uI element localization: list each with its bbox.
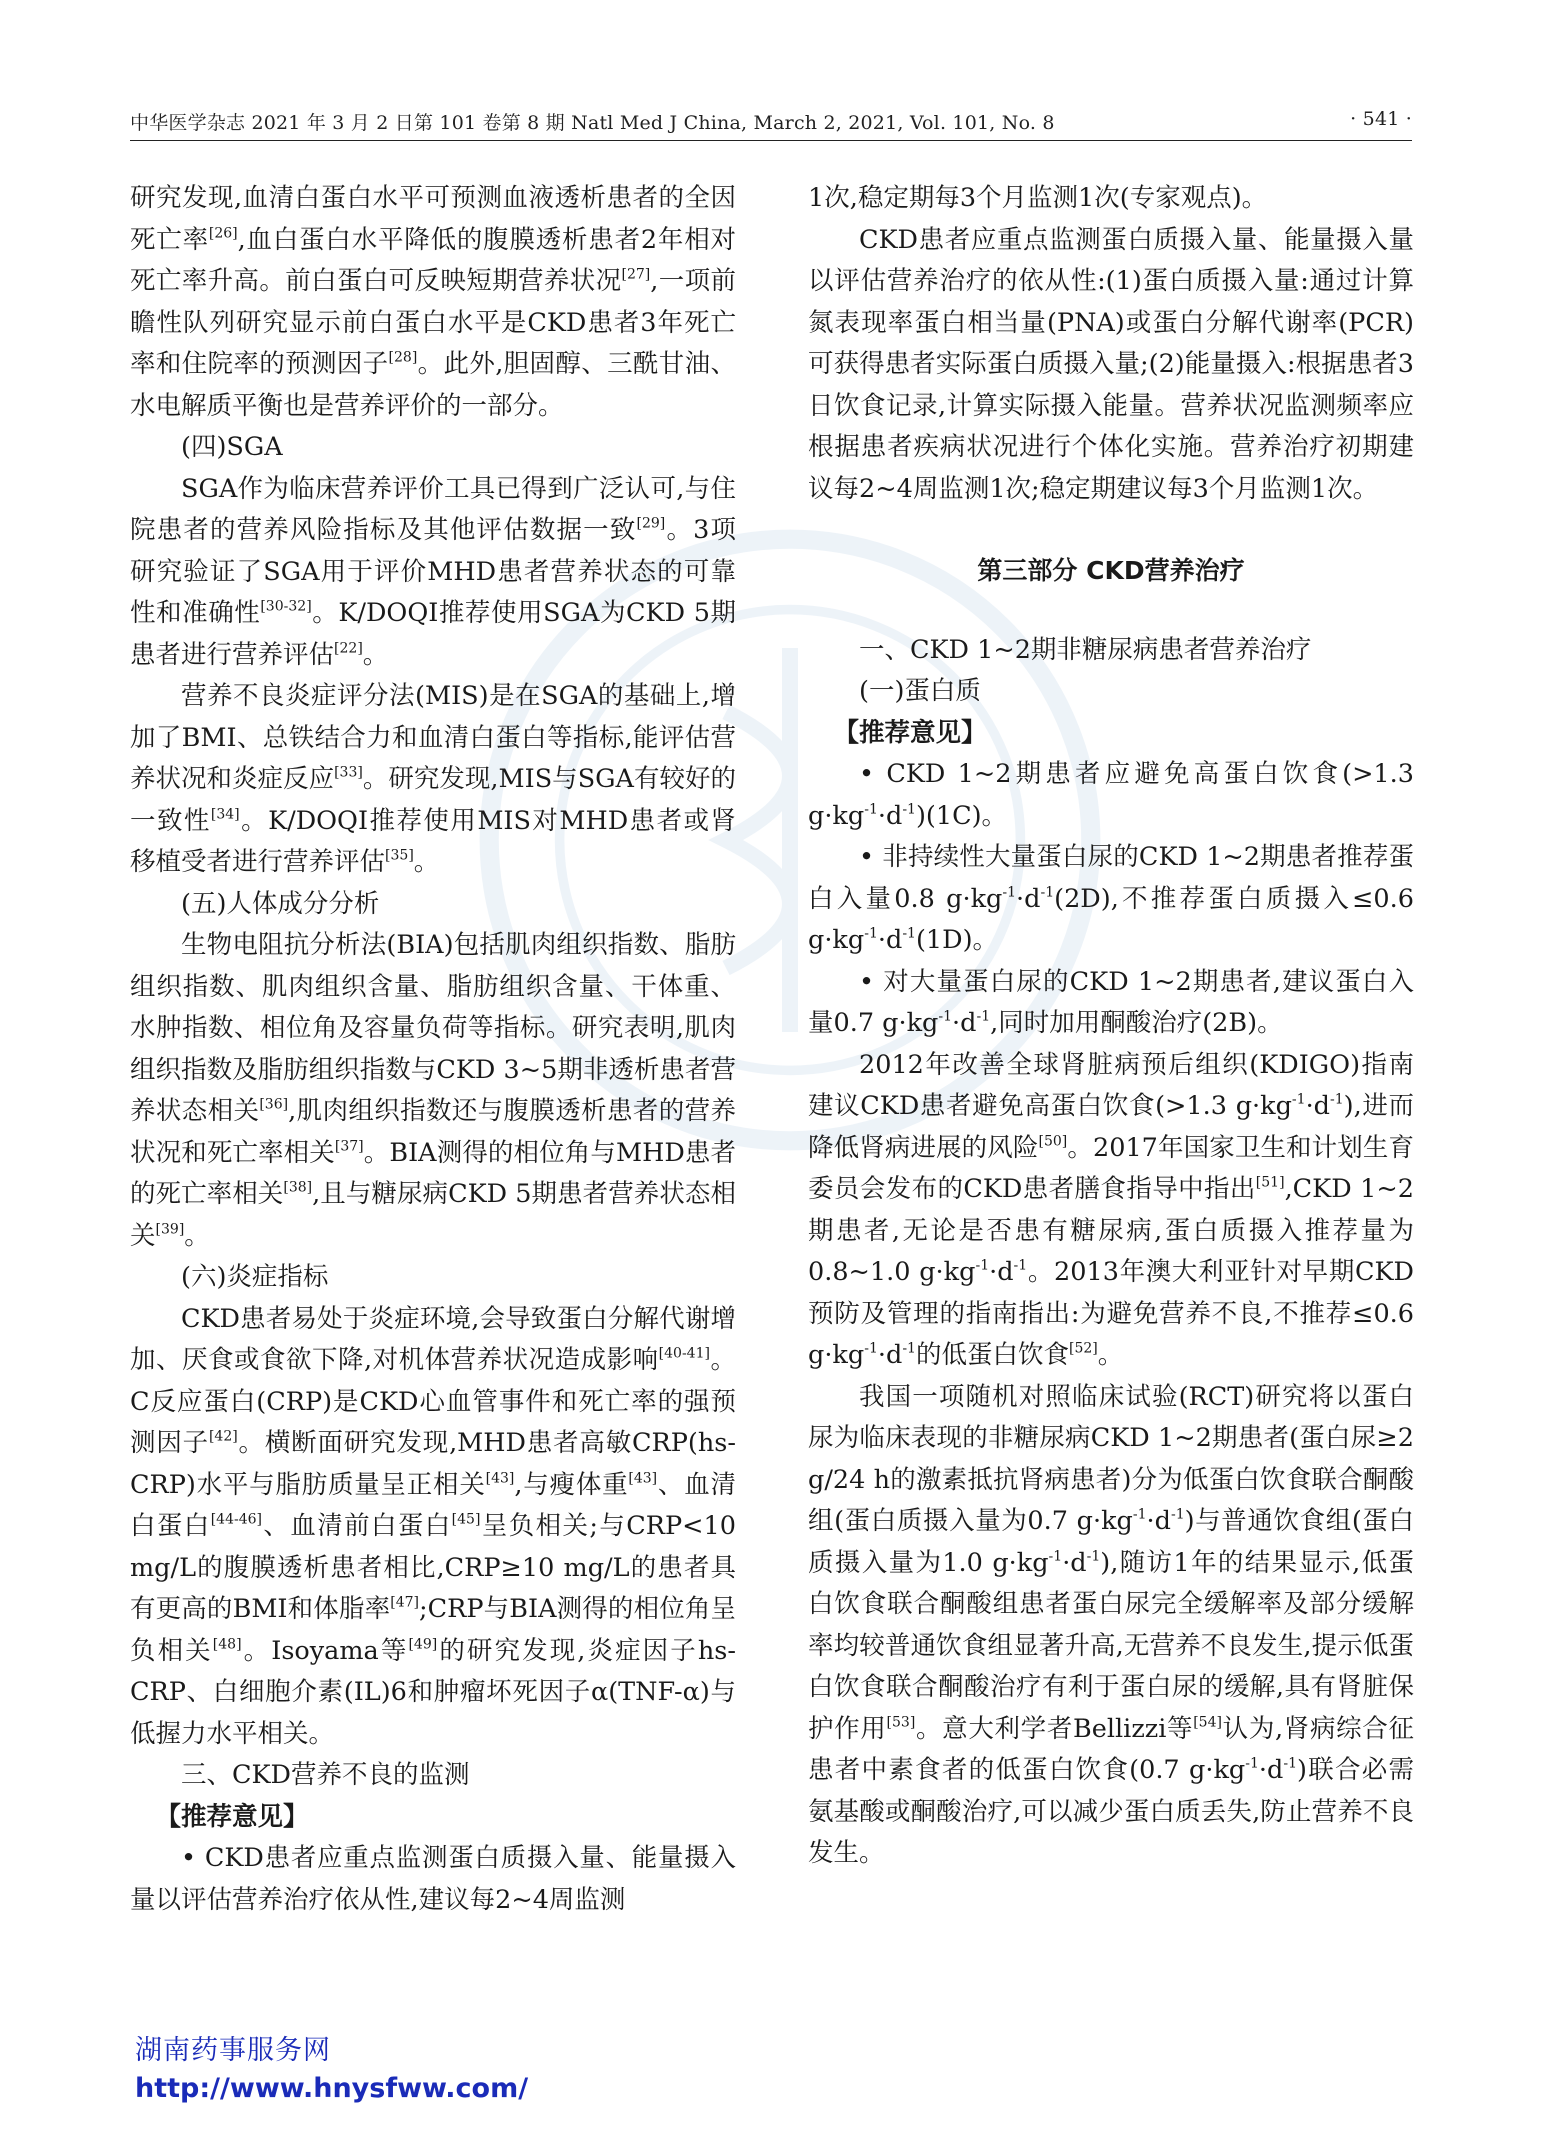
section-heading: (一)蛋白质 [859,676,981,706]
section-heading: (四)SGA [181,432,283,462]
section-heading: (五)人体成分分析 [181,888,380,919]
paragraph: CKD患者应重点监测蛋白质摄入量、能量摄入量以评估营养治疗的依从性:(1)蛋白质摄入量:通过计算氮表现率蛋白相当量(PNA)或蛋白分解代谢率(PCR)可获得患者实际蛋白质摄入量;(2)能量摄入:根据患者3日饮食记录,计算实际摄入能量。营养状况监测频率应根据患者疾病状况进行个体化实施。营养治疗初期建议每2~4周监测1次;稳定期建议每3个月监测1次。 [808,224,1414,504]
recommendation-bullet: • 对大量蛋白尿的CKD 1~2期患者,建议蛋白入量0.7 $g\cdot kg^{-1}\cdot d^{-1}$,同时加用酮酸治疗(2B)。 [808,966,1414,1038]
running-header [130,108,1412,140]
site-url-link[interactable]: http://www.hnysfww.com/ [135,2073,529,2104]
recommendation-bullet: • CKD 1~2期患者应避免高蛋白饮食(>1.3 $g\cdot kg^{-1}\cdot d^{-1})(1C)$。 [808,759,1414,831]
recommendation-heading: 【推荐意见】 [833,717,987,748]
paragraph: 营养不良炎症评分法(MIS)是在SGA的基础上,增加了BMI、总铁结合力和血清白蛋白等指标,能评估营养状况和炎症反应[33]。研究发现,MIS与SGA有较好的一致性[34]。K/DOQI推荐使用MIS对MHD患者或肾移植受者进行营养评估[35]。 [130,681,736,877]
page-number: · 541 · [1350,108,1412,130]
header-rule [130,140,1412,141]
paragraph: 我国一项随机对照临床试验(RCT)研究将以蛋白尿为临床表现的非糖尿病CKD 1~2期患者(蛋白尿≥2 g/24 h的激素抵抗肾病患者)分为低蛋白饮食联合酮酸组(蛋白质摄入量为0.7 $g\cdot kg^{-1}\cdot d^{-1}$)与普通饮食组(蛋白质摄入量为1.0 $g\cdot kg^{-1}\cdot d^{-1}$),随访1年的结果显示,低蛋白饮食联合酮酸组患者蛋白尿完全缓解率及部分缓解率均较普通饮食组显著升高,无营养不良发生,提示低蛋白饮食联合酮酸治疗有利于蛋白尿的缓解,具有肾脏保护作用[53]。意大利学者Bellizzi等[54]认为,肾病综合征患者中素食者的低蛋白饮食(0.7 $g\cdot kg^{-1}\cdot d^{-1}$)联合必需氨基酸或酮酸治疗,可以减少蛋白质丢失,防止营养不良发生。 [808,1381,1414,1868]
recommendation-bullet: • 非持续性大量蛋白尿的CKD 1~2期患者推荐蛋白入量0.8 $g\cdot kg^{-1}\cdot d^{-1}(2D)$,不推荐蛋白质摄入≤0.6 $g\cdot kg^{-1}\cdot d^{-1}(1D)$。 [808,842,1414,955]
section-heading: (六)炎症指标 [181,1262,329,1292]
paragraph: 1次,稳定期每3个月监测1次(专家观点)。 [808,183,1268,213]
recommendation-heading: 【推荐意见】 [155,1801,309,1832]
site-name: 湖南药事服务网 [135,2035,331,2066]
paragraph: 2012年改善全球肾脏病预后组织(KDIGO)指南建议CKD患者避免高蛋白饮食(>1.3 $g\cdot kg^{-1}\cdot d^{-1}$),进而降低肾病进展的风险[50]。2017年国家卫生和计划生育委员会发布的CKD患者膳食指导中指出[51],CKD 1~2期患者,无论是否患有糖尿病,蛋白质摄入推荐量为0.8~1.0 $g\cdot kg^{-1}\cdot d^{-1}$。2013年澳大利亚针对早期CKD预防及管理的指南指出:为避免营养不良,不推荐≤0.6 $g\cdot kg^{-1}\cdot d^{-1}$的低蛋白饮食[52]。 [808,1049,1414,1370]
right-column [808,178,1414,1875]
left-column [130,178,736,1921]
section-heading: 一、CKD 1~2期非糖尿病患者营养治疗 [859,634,1312,665]
recommendation-bullet: • CKD患者应重点监测蛋白质摄入量、能量摄入量以评估营养治疗依从性,建议每2~4周监测 [130,1843,736,1915]
paragraph: 生物电阻抗分析法(BIA)包括肌肉组织指数、脂肪组织指数、肌肉组织含量、脂肪组织含量、干体重、水肿指数、相位角及容量负荷等指标。研究表明,肌肉组织指数及脂肪组织指数与CKD 3~5期非透析患者营养状态相关[36],肌肉组织指数还与腹膜透析患者的营养状况和死亡率相关[37]。BIA测得的相位角与MHD患者的死亡率相关[38],且与糖尿病CKD 5期患者营养状态相关[39]。 [130,930,736,1251]
part-title: 第三部分 CKD营养治疗 [977,556,1245,585]
paragraph: SGA作为临床营养评价工具已得到广泛认可,与住院患者的营养风险指标及其他评估数据一致[29]。3项研究验证了SGA用于评价MHD患者营养状态的可靠性和准确性[30-32]。K/DOQI推荐使用SGA为CKD 5期患者进行营养评估[22]。 [130,473,736,670]
paragraph: CKD患者易处于炎症环境,会导致蛋白分解代谢增加、厌食或食欲下降,对机体营养状况造成影响[40-41]。C反应蛋白(CRP)是CKD心血管事件和死亡率的强预测因子[42]。横断面研究发现,MHD患者高敏CRP(hs-CRP)水平与脂肪质量呈正相关[43],与瘦体重[43]、血清白蛋白[44-46]、血清前白蛋白[45]呈负相关;与CRP<10 mg/L的腹膜透析患者相比,CRP≥10 mg/L的患者具有更高的BMI和体脂率[47];CRP与BIA测得的相位角呈负相关[48]。Isoyama等[49]的研究发现,炎症因子hs-CRP、白细胞介素(IL)6和肿瘤坏死因子α(TNF-α)与低握力水平相关。 [130,1303,737,1749]
paragraph: 研究发现,血清白蛋白水平可预测血液透析患者的全因死亡率[26],血白蛋白水平降低的腹膜透析患者2年相对死亡率升高。前白蛋白可反映短期营养状况[27],一项前瞻性队列研究显示前白蛋白水平是CKD患者3年死亡率和住院率的预测因子[28]。此外,胆固醇、三酰甘油、水电解质平衡也是营养评价的一部分。 [130,183,736,421]
journal-citation: 中华医学杂志 2021 年 3 月 2 日第 101 卷第 8 期 Natl Med J China, March 2, 2021, Vol. 101, No. 8 [130,112,1055,134]
section-heading: 三、CKD营养不良的监测 [181,1760,470,1790]
site-watermark [135,2032,528,2108]
